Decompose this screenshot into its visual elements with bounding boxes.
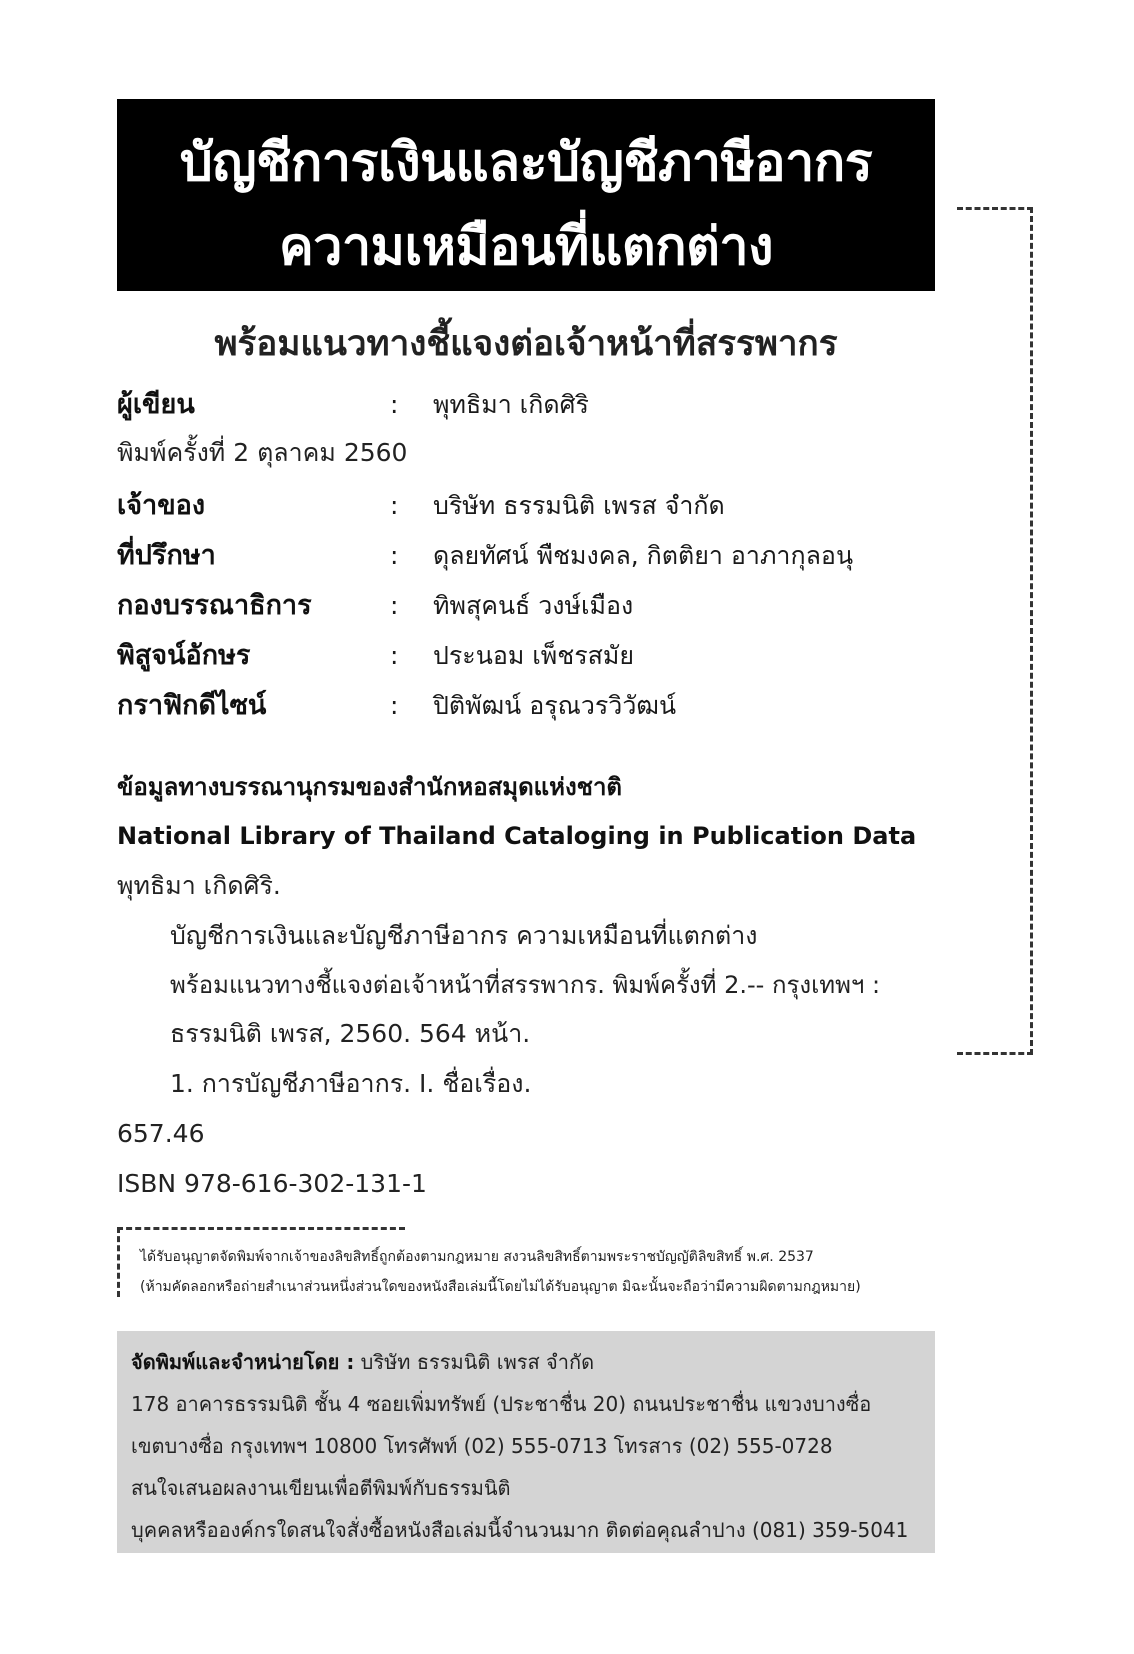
publisher-address-line-1: 178 อาคารธรรมนิติ ชั้น 4 ซอยเพิ่มทรัพย์ (ประชาชื่น 20) ถนนประชาชื่น แขวงบางซื่อ <box>131 1392 872 1416</box>
classification-number: 657.46 <box>117 1119 205 1148</box>
colon: : <box>390 541 399 570</box>
cataloging-publication-line: พร้อมแนวทางชี้แจงต่อเจ้าหน้าที่สรรพากร. พิมพ์ครั้งที่ 2.-- กรุงเทพฯ : <box>170 971 881 999</box>
colon: : <box>390 390 399 419</box>
cataloging-publisher-line: ธรรมนิติ เพรส, 2560. 564 หน้า. <box>170 1019 531 1048</box>
publisher-address-line-2: เขตบางซื่อ กรุงเทพฯ 10800 โทรศัพท์ (02) 555-0713 โทรสาร (02) 555-0728 <box>131 1434 833 1458</box>
dashed-bracket-decoration <box>957 207 1033 1055</box>
cataloging-heading-thai: ข้อมูลทางบรรณานุกรมของสำนักหอสมุดแห่งชาติ <box>117 773 623 801</box>
publisher-info-box <box>117 1331 935 1553</box>
proofreading-value: ประนอม เพ็ชรสมัย <box>433 641 635 670</box>
submission-heading: สนใจเสนอผลงานเขียนเพื่อตีพิมพ์กับธรรมนิติ <box>131 1476 511 1500</box>
edition-text: พิมพ์ครั้งที่ 2 ตุลาคม 2560 <box>117 438 408 467</box>
author-value: พุทธิมา เกิดศิริ <box>433 390 589 419</box>
colon: : <box>390 641 399 670</box>
author-label: ผู้เขียน <box>117 389 195 420</box>
graphic-value: ปิติพัฒน์ อรุณวรวิวัฒน์ <box>433 691 677 720</box>
proofreading-label: พิสูจน์อักษร <box>117 640 251 671</box>
book-title-line-1: บัญชีการเงินและบัญชีภาษีอากร <box>179 133 873 193</box>
publisher-label: จัดพิมพ์และจำหน่ายโดย : <box>131 1350 355 1374</box>
advisor-label: ที่ปรึกษา <box>117 540 216 571</box>
advisor-value: ดุลยทัศน์ พืชมงคล, กิตติยา อาภากุลอนุ <box>433 541 854 570</box>
copyright-notice-line-2: (ห้ามคัดลอกหรือถ่ายสำเนาส่วนหนึ่งส่วนใดของหนังสือเล่มนี้โดยไม่ได้รับอนุญาต มิฉะนั้นจะถือว่ามีความผิดตามกฎหมาย) <box>140 1279 861 1295</box>
owner-label: เจ้าของ <box>117 490 206 521</box>
colon: : <box>390 691 399 720</box>
colon: : <box>390 491 399 520</box>
cataloging-title-line: บัญชีการเงินและบัญชีภาษีอากร ความเหมือนที่แตกต่าง <box>170 921 758 950</box>
book-title-line-2: ความเหมือนที่แตกต่าง <box>279 217 773 277</box>
editorial-value: ทิพสุคนธ์ วงษ์เมือง <box>433 591 634 620</box>
publisher-row <box>131 1341 921 1383</box>
title-banner <box>117 99 935 291</box>
editorial-label: กองบรรณาธิการ <box>117 590 312 621</box>
owner-value: บริษัท ธรรมนิติ เพรส จำกัด <box>433 491 725 520</box>
notice-dashed-border-top <box>117 1227 405 1230</box>
publisher-name: บริษัท ธรรมนิติ เพรส จำกัด <box>360 1350 595 1374</box>
colon: : <box>390 591 399 620</box>
cataloging-subject-line: 1. การบัญชีภาษีอากร. I. ชื่อเรื่อง. <box>170 1069 532 1098</box>
isbn: ISBN 978-616-302-131-1 <box>117 1169 427 1198</box>
copyright-notice-line-1: ได้รับอนุญาตจัดพิมพ์จากเจ้าของลิขสิทธิ์ถูกต้องตามกฎหมาย สงวนลิขสิทธิ์ตามพระราชบัญญัติลิขสิทธิ์ พ.ศ. 2537 <box>140 1249 814 1265</box>
cataloging-heading-english: National Library of Thailand Cataloging in Publication Data <box>117 822 917 850</box>
cataloging-author: พุทธิมา เกิดศิริ. <box>117 871 281 900</box>
notice-dashed-border-left <box>117 1227 120 1297</box>
book-subtitle: พร้อมแนวทางชี้แจงต่อเจ้าหน้าที่สรรพากร <box>214 324 838 364</box>
bulk-order-contact: บุคคลหรือองค์กรใดสนใจสั่งซื้อหนังสือเล่มนี้จำนวนมาก ติดต่อคุณลำปาง (081) 359-5041 <box>131 1518 909 1542</box>
graphic-label: กราฟิกดีไซน์ <box>117 690 267 721</box>
